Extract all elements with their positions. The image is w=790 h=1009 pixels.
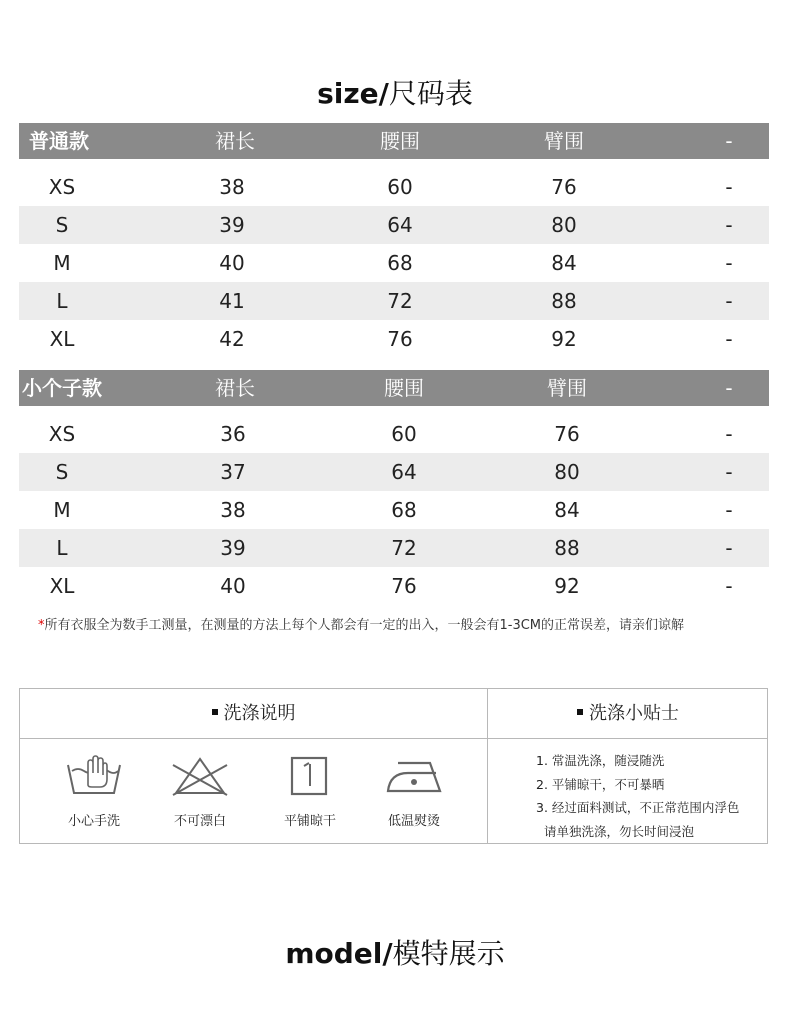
table-cell: 72 bbox=[391, 536, 417, 560]
dry-flat-label: 平铺晾干 bbox=[283, 814, 336, 829]
table-cell: - bbox=[725, 251, 733, 275]
measurement-note bbox=[38, 614, 684, 633]
table-cell: 88 bbox=[551, 289, 577, 313]
table-cell: 92 bbox=[554, 574, 580, 598]
table-cell: - bbox=[725, 422, 733, 446]
table-cell: 80 bbox=[551, 213, 577, 237]
table-cell: S bbox=[55, 460, 69, 484]
wash-tips-list bbox=[536, 749, 739, 843]
header-style: 小个子款 bbox=[22, 376, 102, 400]
table-cell: 92 bbox=[551, 327, 577, 351]
low-iron-icon bbox=[384, 755, 444, 799]
note-star: * bbox=[38, 618, 45, 633]
table-cell: - bbox=[725, 574, 733, 598]
table-cell: 39 bbox=[220, 536, 246, 560]
table-cell: 76 bbox=[387, 327, 413, 351]
header-waist: 腰围 bbox=[384, 376, 424, 400]
table-cell: 68 bbox=[387, 251, 413, 275]
table-row bbox=[19, 244, 769, 282]
care-divider-horizontal bbox=[20, 738, 767, 739]
no-bleach-icon bbox=[170, 755, 230, 799]
table-cell: 60 bbox=[391, 422, 417, 446]
table-cell: - bbox=[725, 536, 733, 560]
size-title-en: size bbox=[317, 77, 379, 110]
tip-item: 2. 平铺晾干，不可暴晒 bbox=[536, 776, 665, 792]
header-waist: 腰围 bbox=[380, 129, 420, 153]
header-length: 裙长 bbox=[215, 129, 255, 153]
header-arm: 臂围 bbox=[544, 129, 584, 153]
table-cell: 76 bbox=[554, 422, 580, 446]
table-cell: 76 bbox=[391, 574, 417, 598]
table-cell: 41 bbox=[219, 289, 245, 313]
table-cell: - bbox=[725, 175, 733, 199]
table-row bbox=[19, 567, 769, 605]
table-cell: - bbox=[725, 460, 733, 484]
table-cell: 60 bbox=[387, 175, 413, 199]
tips-title: 洗涤小贴士 bbox=[589, 703, 679, 724]
table-cell: 38 bbox=[220, 498, 246, 522]
table-cell: 84 bbox=[551, 251, 577, 275]
table-row bbox=[19, 168, 769, 206]
wash-title: 洗涤说明 bbox=[223, 703, 296, 724]
table-row bbox=[19, 320, 769, 358]
care-instructions-box bbox=[19, 688, 768, 844]
header-extra: - bbox=[725, 376, 733, 400]
model-title-cn: 模特展示 bbox=[392, 937, 505, 970]
table-cell: M bbox=[53, 498, 71, 522]
table-cell: 64 bbox=[391, 460, 417, 484]
table-cell: 38 bbox=[219, 175, 245, 199]
table-cell: L bbox=[56, 536, 68, 560]
table-cell: M bbox=[53, 251, 71, 275]
table-cell: - bbox=[725, 213, 733, 237]
table-cell: 39 bbox=[219, 213, 245, 237]
header-arm: 臂围 bbox=[547, 376, 587, 400]
table-cell: 84 bbox=[554, 498, 580, 522]
table-cell: - bbox=[725, 289, 733, 313]
table-row bbox=[19, 453, 769, 491]
table-cell: 42 bbox=[219, 327, 245, 351]
table-cell: XL bbox=[49, 574, 75, 598]
wash-instructions-heading bbox=[20, 689, 487, 738]
table-cell: 88 bbox=[554, 536, 580, 560]
size-chart-title bbox=[0, 72, 790, 112]
bullet-square-icon bbox=[577, 709, 583, 715]
no-bleach-label: 不可漂白 bbox=[173, 814, 226, 829]
model-title bbox=[0, 932, 790, 972]
tip-item: 请单独洗涤，勿长时间浸泡 bbox=[544, 823, 695, 839]
low-iron-label: 低温熨烫 bbox=[387, 814, 440, 829]
table-header bbox=[19, 123, 769, 159]
table-row bbox=[19, 415, 769, 453]
table-cell: - bbox=[725, 498, 733, 522]
table-cell: 37 bbox=[220, 460, 246, 484]
hand-wash-icon bbox=[64, 755, 124, 799]
size-title-cn: 尺码表 bbox=[388, 77, 473, 110]
table-cell: 40 bbox=[220, 574, 246, 598]
table-cell: XL bbox=[49, 327, 75, 351]
table-cell: S bbox=[55, 213, 69, 237]
table-cell: - bbox=[725, 327, 733, 351]
table-cell: 76 bbox=[551, 175, 577, 199]
table-cell: 36 bbox=[220, 422, 246, 446]
model-title-slash: / bbox=[382, 937, 393, 970]
hand-wash-label: 小心手洗 bbox=[67, 814, 120, 829]
table-cell: 72 bbox=[387, 289, 413, 313]
table-cell: 68 bbox=[391, 498, 417, 522]
table-cell: 80 bbox=[554, 460, 580, 484]
table-cell: L bbox=[56, 289, 68, 313]
header-length: 裙长 bbox=[215, 376, 255, 400]
table-cell: XS bbox=[48, 175, 76, 199]
table-row bbox=[19, 491, 769, 529]
header-style: 普通款 bbox=[29, 129, 89, 153]
table-cell: XS bbox=[48, 422, 76, 446]
table-header bbox=[19, 370, 769, 406]
table-row bbox=[19, 206, 769, 244]
table-cell: 40 bbox=[219, 251, 245, 275]
size-title-slash: / bbox=[378, 77, 389, 110]
wash-tips-heading bbox=[488, 689, 768, 738]
table-cell: 64 bbox=[387, 213, 413, 237]
table-row bbox=[19, 529, 769, 567]
model-title-en: model bbox=[285, 937, 383, 970]
table-row bbox=[19, 282, 769, 320]
dry-flat-icon bbox=[280, 755, 340, 799]
tip-item: 3. 经过面料测试，不正常范围内浮色 bbox=[536, 800, 740, 815]
bullet-square-icon bbox=[212, 709, 218, 715]
header-extra: - bbox=[725, 129, 733, 153]
note-text: 所有衣服全为数手工测量，在测量的方法上每个人都会有一定的出入，一般会有1-3CM的正常误差，请亲们谅解 bbox=[44, 618, 685, 633]
tip-item: 1. 常温洗涤，随浸随洗 bbox=[536, 753, 665, 768]
